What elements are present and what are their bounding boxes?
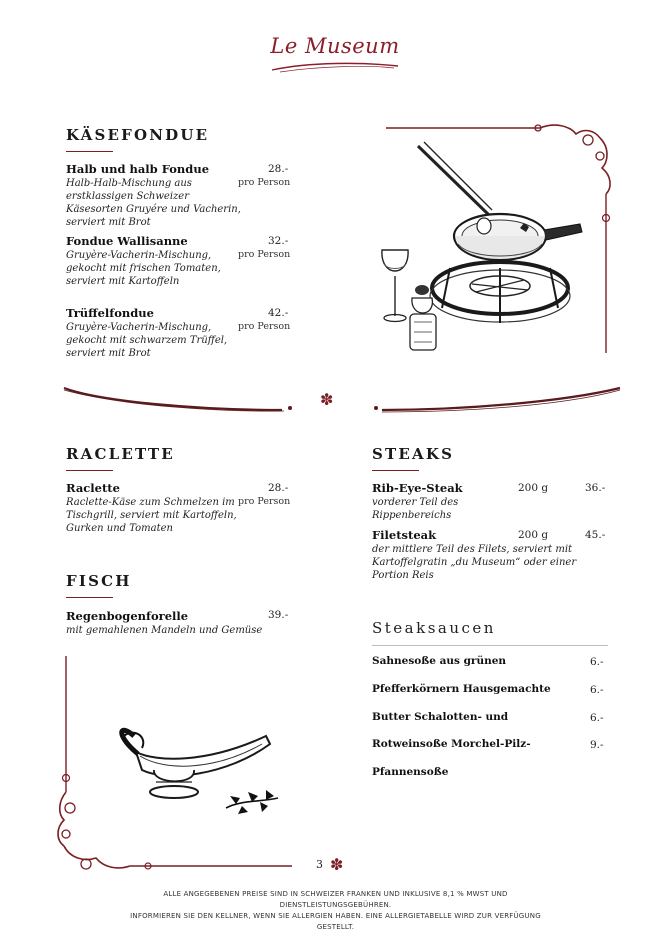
desc-line: Rippenbereichs <box>372 510 452 521</box>
sauce-name: Pfannensoße <box>372 766 449 778</box>
desc-line: mit gemahlenen Mandeln und Gemüse <box>66 625 263 636</box>
item-price: 39.- <box>268 609 289 621</box>
item-price: 28.- <box>268 482 289 494</box>
item-description <box>372 496 602 522</box>
sauce-name: Pfefferkörnern Hausgemachte <box>372 683 551 695</box>
item-weight: 200 g <box>518 529 549 541</box>
desc-line: Halb-Halb-Mischung aus <box>66 178 192 189</box>
item-per-person: pro Person <box>238 321 291 332</box>
sauce-name: Rotweinsoße Morchel-Pilz- <box>372 738 531 750</box>
sauce-price: 6.- <box>590 656 604 668</box>
item-name: Halb und halb Fondue <box>66 162 210 176</box>
flower-star-icon: ✽ <box>320 390 334 409</box>
fondue-pot-illustration <box>380 118 620 358</box>
item-name: Regenbogenforelle <box>66 609 189 623</box>
sauce-name: Butter Schalotten- und <box>372 711 509 723</box>
section-divider <box>62 380 622 420</box>
footer-line: ALLE ANGEGEBENEN PREISE SIND IN SCHWEIZER FRANKEN UND INKLUSIVE 8,1 % MWST UND <box>163 890 508 898</box>
desc-line: Kartoffelgratin „du Museum“ oder einer <box>372 557 577 568</box>
sauce-price: 6.- <box>590 712 604 724</box>
item-per-person: pro Person <box>238 496 291 507</box>
footer-notice <box>60 889 611 933</box>
item-name: Filetsteak <box>372 528 437 542</box>
item-per-person: pro Person <box>238 249 291 260</box>
footer-line: GESTELLT. <box>316 923 355 931</box>
desc-line: Käsesorten Gruyére und Vacherin, <box>66 204 241 215</box>
desc-line: Gurken und Tomaten <box>66 523 174 534</box>
sauce-name: Sahnesoße aus grünen <box>372 655 507 667</box>
section-title-fisch: FISCH <box>66 572 132 590</box>
page-flower-icon: ✽ <box>330 855 344 874</box>
footer-line: INFORMIEREN SIE DEN KELLNER, WENN SIE ALLERGIEN HABEN. EINE ALLERGIETABELLE WIRD ZUR VERFÜGUNG <box>130 912 541 920</box>
item-name: Rib-Eye-Steak <box>372 481 463 495</box>
sauce-price: 6.- <box>590 684 604 696</box>
item-name: Trüffelfondue <box>66 306 154 320</box>
gravy-boat-illustration <box>56 652 296 888</box>
desc-line: erstklassigen Schweizer <box>66 191 190 202</box>
section-rule <box>372 470 419 471</box>
item-price: 32.- <box>268 235 289 247</box>
logo <box>262 30 408 78</box>
desc-line: der mittlere Teil des Filets, serviert mit <box>372 544 573 555</box>
desc-line: serviert mit Brot <box>66 217 151 228</box>
item-price: 42.- <box>268 307 289 319</box>
item-name: Raclette <box>66 481 120 495</box>
page-number: 3 <box>316 858 323 871</box>
sauce-rule <box>372 645 608 646</box>
section-title-steaks: STEAKS <box>372 445 455 463</box>
item-weight: 200 g <box>518 482 549 494</box>
desc-line: serviert mit Brot <box>66 348 151 359</box>
section-title-kaesefondue: KÄSEFONDUE <box>66 126 210 144</box>
footer-line: DIENSTLEISTUNGSGEBÜHREN. <box>279 901 392 909</box>
logo-text: Le Museum <box>270 34 400 58</box>
desc-line: gekocht mit schwarzem Trüffel, <box>66 335 228 346</box>
item-description <box>66 249 246 288</box>
item-price: 36.- <box>585 482 606 494</box>
logo-swash-icon <box>270 60 400 74</box>
desc-line: Gruyère-Vacherin-Mischung, <box>66 322 212 333</box>
item-price: 45.- <box>585 529 606 541</box>
item-per-person: pro Person <box>238 177 291 188</box>
item-name: Fondue Wallisanne <box>66 234 188 248</box>
section-rule <box>66 597 113 598</box>
desc-line: Gruyère-Vacherin-Mischung, <box>66 250 212 261</box>
section-rule <box>66 470 113 471</box>
desc-line: gekocht mit frischen Tomaten, <box>66 263 221 274</box>
item-description <box>66 496 246 535</box>
item-description <box>372 543 607 582</box>
desc-line: Tischgrill, serviert mit Kartoffeln, <box>66 510 237 521</box>
item-description <box>66 624 276 637</box>
item-price: 28.- <box>268 163 289 175</box>
item-description <box>66 321 246 360</box>
desc-line: Raclette-Käse zum Schmelzen im <box>66 497 235 508</box>
item-description <box>66 177 246 229</box>
desc-line: serviert mit Kartoffeln <box>66 276 180 287</box>
sauce-price: 9.- <box>590 739 604 751</box>
section-title-steaksaucen: Steaksaucen <box>372 619 496 637</box>
section-title-raclette: RACLETTE <box>66 445 175 463</box>
desc-line: vorderer Teil des <box>372 497 459 508</box>
section-rule <box>66 151 113 152</box>
desc-line: Portion Reis <box>372 570 434 581</box>
